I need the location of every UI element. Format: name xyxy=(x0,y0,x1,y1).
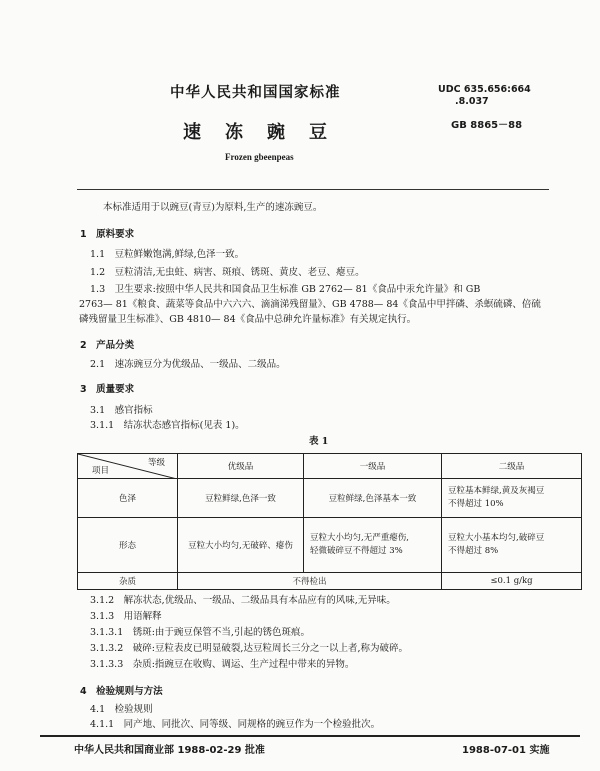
corner-item-label: 项目 xyxy=(92,466,110,476)
clause-3-1-1: 3.1.1 结冻状态感官指标(见表 1)。 xyxy=(90,420,245,431)
color-first: 豆粒鲜绿,色泽基本一致 xyxy=(304,479,442,518)
sensory-index-table xyxy=(77,453,582,590)
document-title: 速冻豌豆 xyxy=(183,122,351,143)
color-premium: 豆粒鲜绿,色泽一致 xyxy=(178,479,304,518)
color-second xyxy=(442,479,582,518)
english-title: Frozen gbeenpeas xyxy=(225,152,294,162)
section-1-heading: 1 原料要求 xyxy=(80,229,135,240)
standard-title: 中华人民共和国国家标准 xyxy=(170,85,341,101)
table-header-row xyxy=(78,454,582,479)
effective-date: 1988-07-01 实施 xyxy=(462,745,550,756)
clause-3-1-3: 3.1.3 用语解释 xyxy=(90,611,162,622)
row-item-impurity: 杂质 xyxy=(78,573,178,590)
section-2-heading: 2 产品分类 xyxy=(80,340,135,351)
table-row xyxy=(78,518,582,573)
clause-3-1: 3.1 感官指标 xyxy=(90,405,153,416)
shape-second xyxy=(442,518,582,573)
clause-3-1-2: 3.1.2 解冻状态,优级品、一级品、二级品具有本品应有的风味,无异味。 xyxy=(90,595,396,606)
clause-3-1-3-2: 3.1.3.2 破碎:豆粒表皮已明显破裂,达豆粒周长三分之一以上者,称为破碎。 xyxy=(90,643,408,654)
row-item-shape: 形态 xyxy=(78,518,178,573)
clause-1-3-line1: 1.3 卫生要求:按照中华人民共和国食品卫生标准 GB 2762— 81《食品中汞允许量》和 GB xyxy=(90,284,481,295)
clause-1-1: 1.1 豆粒鲜嫩饱满,鲜绿,色泽一致。 xyxy=(90,249,245,260)
clause-4-1-1: 4.1.1 同产地、同批次、同等级、同规格的豌豆作为一个检验批次。 xyxy=(90,719,381,730)
header-divider xyxy=(77,189,549,190)
intro-paragraph: 本标准适用于以豌豆(青豆)为原料,生产的速冻豌豆。 xyxy=(103,202,323,213)
corner-grade-label: 等级 xyxy=(147,458,165,468)
impurity-premium-first: 不得检出 xyxy=(178,573,442,590)
shape-premium: 豆粒大小均匀,无破碎、瘪伤 xyxy=(178,518,304,573)
shape-first xyxy=(304,518,442,573)
col-header-first: 一级品 xyxy=(304,454,442,479)
shape-second-line1: 豆粒大小基本均匀,破碎豆 xyxy=(448,533,545,543)
table-row xyxy=(78,573,582,590)
section-3-heading: 3 质量要求 xyxy=(80,384,135,395)
table-corner-cell xyxy=(78,454,178,479)
udc-code-continued: .8.037 xyxy=(455,96,489,107)
color-second-line2: 不得超过 10% xyxy=(448,499,504,509)
impurity-second: ≤0.1 g/kg xyxy=(442,573,582,590)
clause-1-2: 1.2 豆粒清洁,无虫蛀、病害、斑痕、锈斑、黄皮、老豆、瘪豆。 xyxy=(90,267,365,278)
approval-info: 中华人民共和国商业部 1988-02-29 批准 xyxy=(74,745,265,756)
table-caption: 表 1 xyxy=(309,436,329,447)
clause-1-3-line3: 磷残留量卫生标准》、GB 4810— 84《食品中总砷允许量标准》有关规定执行。 xyxy=(79,314,417,325)
col-header-premium: 优级品 xyxy=(178,454,304,479)
section-4-heading: 4 检验规则与方法 xyxy=(80,686,163,697)
clause-1-3-line2: 2763— 81《粮食、蔬菜等食品中六六六、滴滴涕残留量》、GB 4788— 84《食品中甲拌磷、杀螟硫磷、倍硫 xyxy=(79,299,541,310)
shape-second-line2: 不得超过 8% xyxy=(448,546,499,556)
shape-first-line1: 豆粒大小均匀,无严重瘪伤, xyxy=(310,533,409,543)
clause-4-1: 4.1 检验规则 xyxy=(90,704,153,715)
udc-code: UDC 635.656:664 xyxy=(438,84,531,95)
clause-3-1-3-3: 3.1.3.3 杂质:指豌豆在收购、调运、生产过程中带来的异物。 xyxy=(90,659,355,670)
col-header-second: 二级品 xyxy=(442,454,582,479)
shape-first-line2: 轻微破碎豆不得超过 3% xyxy=(310,546,403,556)
gb-number: GB 8865－88 xyxy=(451,120,523,131)
table-row xyxy=(78,479,582,518)
row-item-color: 色泽 xyxy=(78,479,178,518)
footer-divider xyxy=(40,735,580,737)
clause-3-1-3-1: 3.1.3.1 锈斑:由于豌豆保管不当,引起的锈色斑痕。 xyxy=(90,627,310,638)
color-second-line1: 豆粒基本鲜绿,黄及灰褐豆 xyxy=(448,486,545,496)
clause-2-1: 2.1 速冻豌豆分为优级品、一级品、二级品。 xyxy=(90,359,286,370)
